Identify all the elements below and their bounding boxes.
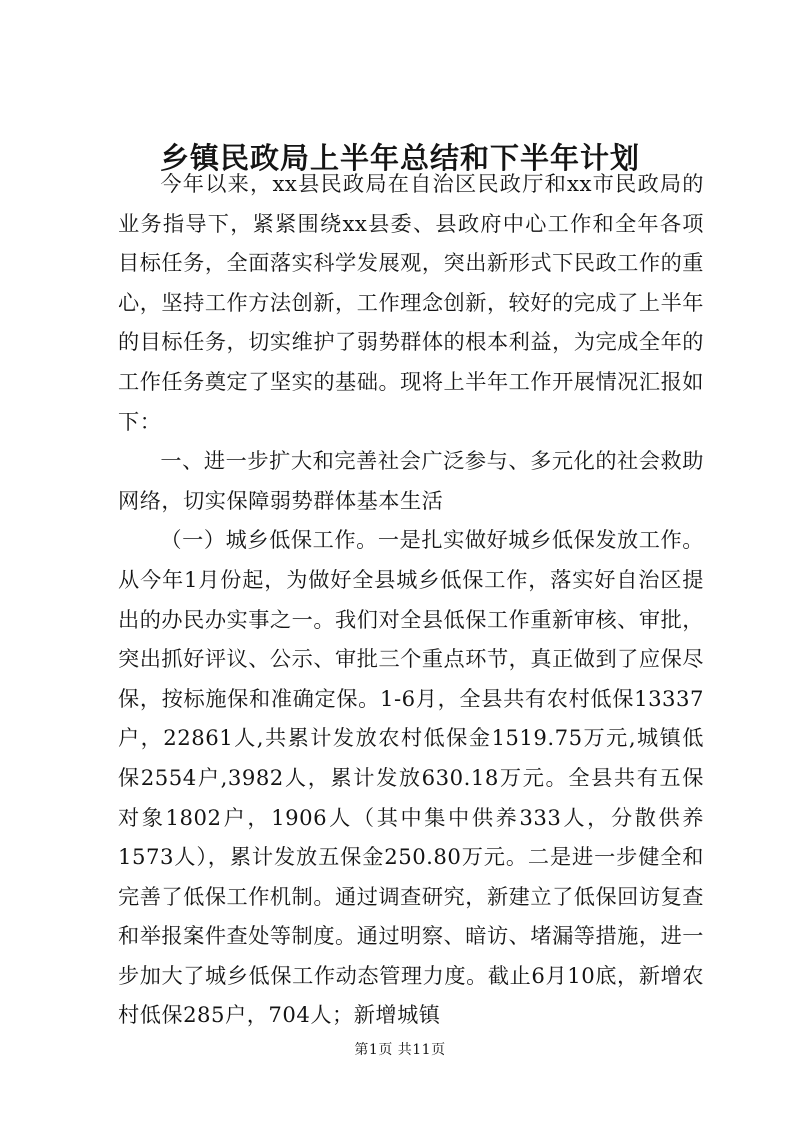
page-number-footer: 第1页 共11页: [354, 1042, 446, 1058]
document-title: 乡镇民政局上半年总结和下半年计划: [159, 141, 640, 175]
document-body: [118, 164, 704, 1035]
paragraph-intro: 今年以来，xx县民政局在自治区民政厅和xx市民政局的业务指导下，紧紧围绕xx县委、县政府中心工作和全年各项目标任务，全面落实科学发展观，突出新形式下民政工作的重心，坚持工作方法创新，工作理念创新，较好的完成了上半年的目标任务，切实维护了弱势群体的根本利益，为完成全年的工作任务奠定了坚实的基础。现将上半年工作开展情况汇报如下：: [118, 171, 704, 434]
paragraph-section-heading: 一、进一步扩大和完善社会广泛参与、多元化的社会救助网络，切实保障弱势群体基本生活: [118, 448, 704, 513]
paragraph-subsistence-allowance: （一）城乡低保工作。一是扎实做好城乡低保发放工作。从今年1月份起，为做好全县城乡低保工作，落实好自治区提出的办民办实事之一。我们对全县低保工作重新审核、审批，突出抓好评议、公示、审批三个重点环节，真正做到了应保尽保，按标施保和准确定保。1-6月，全县共有农村低保13337户，22861人,共累计发放农村低保金1519.75万元,城镇低保2554户,3982人，累计发放630.18万元。全县共有五保对象1802户，1906人（其中集中供养333人，分散供养1573人），累计发放五保金250.80万元。二是进一步健全和完善了低保工作机制。通过调查研究，新建立了低保回访复查和举报案件查处等制度。通过明察、暗访、堵漏等措施，进一步加大了城乡低保工作动态管理力度。截止6月10底，新增农村低保285户，704人；新增城镇: [118, 527, 704, 1028]
